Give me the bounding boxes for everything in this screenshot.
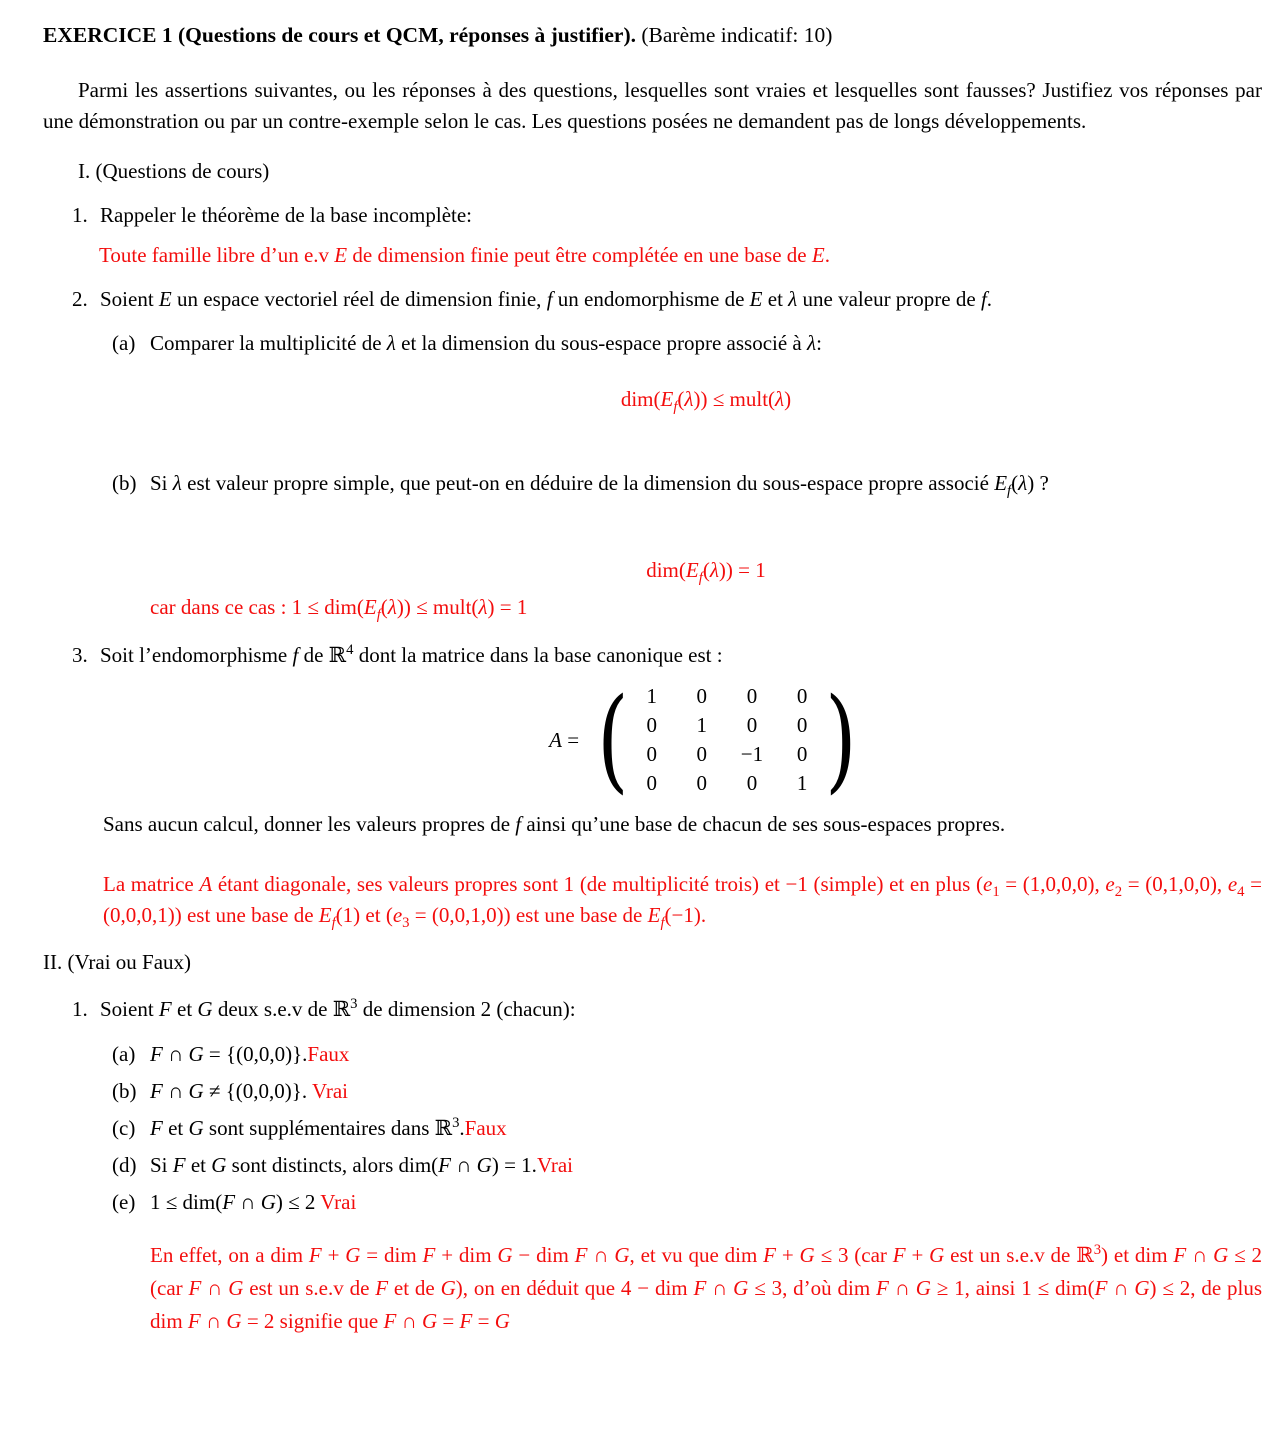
matrix-cell: 0 (646, 713, 658, 737)
intro-paragraph: Parmi les assertions suivantes, ou les réponses à des questions, lesquelles sont vraies et lesquelles sont fausses? Justifiez vos réponses par une démonstration ou par un contre-exemple selon le cas. Les questions posées ne demandent pas de longs développements. (43, 78, 1262, 133)
question-3-label: 3. (72, 643, 88, 667)
question-1-label: 1. (72, 203, 88, 227)
vf-item-d-label: (d) (112, 1153, 137, 1177)
matrix-cell: 0 (796, 713, 808, 737)
sub-question-a-text: Comparer la multiplicité de λ et la dimension du sous-espace propre associé à λ: (150, 331, 822, 355)
matrix-cell: 0 (746, 771, 758, 795)
vf-item-b-label: (b) (112, 1079, 137, 1103)
question-3-answer: La matrice A étant diagonale, ses valeurs propres sont 1 (de multiplicité trois) et −1 (simple) et en plus ($e_1 = (1,0,0,0)$, $e_2 = (0,1,0,0)$, $e_4 = (0,0,0,1)$) est une base de $E_f(1)$ et $(e_3 = (0,0,1,0))$ est une base de $E_f(-1)$. (103, 872, 1262, 932)
sub-question-a (112, 330, 1262, 356)
vf-item-a (112, 1041, 1262, 1067)
title-note: (Barème indicatif: 10) (641, 23, 833, 47)
matrix-cell: −1 (740, 742, 764, 766)
vf-question-1 (72, 996, 1262, 1022)
vf-item-c (112, 1115, 1262, 1141)
matrix-cell: 0 (696, 742, 708, 766)
matrix-cell: 1 (696, 713, 708, 737)
matrix-lhs: A = (549, 727, 580, 752)
matrix-cell: 0 (646, 771, 658, 795)
matrix-cell: 0 (696, 771, 708, 795)
justification-paragraph: En effet, on a dim F + G = dim F + dim G − dim F ∩ G, et vu que dim F + G ≤ 3 (car F + G est un s.e.v de ℝ$^3$) et dim F ∩ G ≤ 2 (car F ∩ G est un s.e.v de F et de G), on en déduit que 4 − dim F ∩ G ≤ 3, d’où dim F ∩ G ≥ 1, ainsi 1 ≤ dim(F ∩ G) ≤ 2, de plus dim F ∩ G = 2 signifie que F ∩ G = F = G (150, 1242, 1263, 1333)
question-1-answer: Toute famille libre d’un e.v E de dimension finie peut être complétée en une base de E. (99, 243, 830, 267)
vf-item-e-label: (e) (112, 1190, 136, 1214)
vf-question-1-text: Soient F et G deux s.e.v de ℝ$^3$ de dimension 2 (chacun): (100, 996, 576, 1021)
vf-item-c-label: (c) (112, 1116, 136, 1140)
question-1 (72, 202, 1262, 228)
sub-question-b (112, 470, 1262, 500)
question-3-prompt: Sans aucun calcul, donner les valeurs propres de f ainsi qu’une base de chacun de ses sous-espaces propres. (103, 812, 1006, 836)
matrix-cell: 1 (796, 771, 808, 795)
vf-item-c-text: F et G sont supplémentaires dans ℝ$^3$.Faux (150, 1115, 507, 1140)
display-formula-a: $dim(E_f(\lambda))$ ≤ mult(λ) (620, 387, 792, 416)
matrix-cell: 0 (796, 742, 808, 766)
sub-question-b-text: Si λ est valeur propre simple, que peut-on en déduire de la dimension du sous-espace propre associé $E_f(\lambda)$ ? (150, 471, 1049, 500)
vf-item-e-text: 1 ≤ dim(F ∩ G) ≤ 2 Vrai (150, 1190, 357, 1214)
formula-note: car dans ce cas : $1 \le dim(E_f(\lambda))$ ≤ mult(λ) = 1 (150, 595, 528, 624)
matrix-cell: 0 (696, 684, 708, 708)
matrix-paren-right: ) (825, 675, 857, 805)
matrix-paren-left: ( (597, 675, 629, 805)
section-ii-heading: II. (Vrai ou Faux) (43, 950, 192, 974)
question-1-text: Rappeler le théorème de la base incomplète: (100, 203, 473, 227)
vf-list (43, 1041, 1262, 1215)
matrix-cell: 1 (646, 684, 658, 708)
question-2-text: Soient E un espace vectoriel réel de dimension finie, f un endomorphisme de E et λ une valeur propre de f. (100, 287, 993, 311)
sub-question-b-label: (b) (112, 471, 137, 495)
matrix-cell: 0 (646, 742, 658, 766)
vf-item-b (112, 1078, 1262, 1104)
question-2-label: 2. (72, 287, 88, 311)
question-3-text: Soit l’endomorphisme f de ℝ$^4$ dont la matrice dans la base canonique est : (100, 642, 723, 667)
vf-item-a-text: F ∩ G = {(0,0,0)}.Faux (150, 1042, 350, 1066)
vf-item-b-text: F ∩ G ≠ {(0,0,0)}. Vrai (150, 1079, 349, 1103)
matrix-grid (635, 682, 819, 798)
matrix-cell: 0 (746, 713, 758, 737)
vf-item-a-label: (a) (112, 1042, 136, 1066)
exercise-title: EXERCICE 1 (Questions de cours et QCM, réponses à justifier). (43, 23, 637, 47)
matrix-A (549, 675, 863, 805)
question-2 (72, 286, 1262, 312)
matrix-cell: 0 (796, 684, 808, 708)
matrix-equation (150, 675, 1262, 805)
vf-item-d-text: Si F et G sont distincts, alors dim(F ∩ G) = 1.Vrai (150, 1153, 573, 1177)
question-3 (72, 642, 1262, 668)
page-title (43, 22, 1262, 49)
matrix-cell: 0 (746, 684, 758, 708)
sub-question-a-label: (a) (112, 331, 136, 355)
vf-item-e (112, 1189, 1262, 1215)
section-i-heading: I. (Questions de cours) (78, 159, 270, 183)
vf-question-1-label: 1. (72, 997, 88, 1021)
vf-item-d (112, 1152, 1262, 1178)
display-formula-b: $dim(E_f(\lambda)) = 1$ (646, 558, 766, 587)
